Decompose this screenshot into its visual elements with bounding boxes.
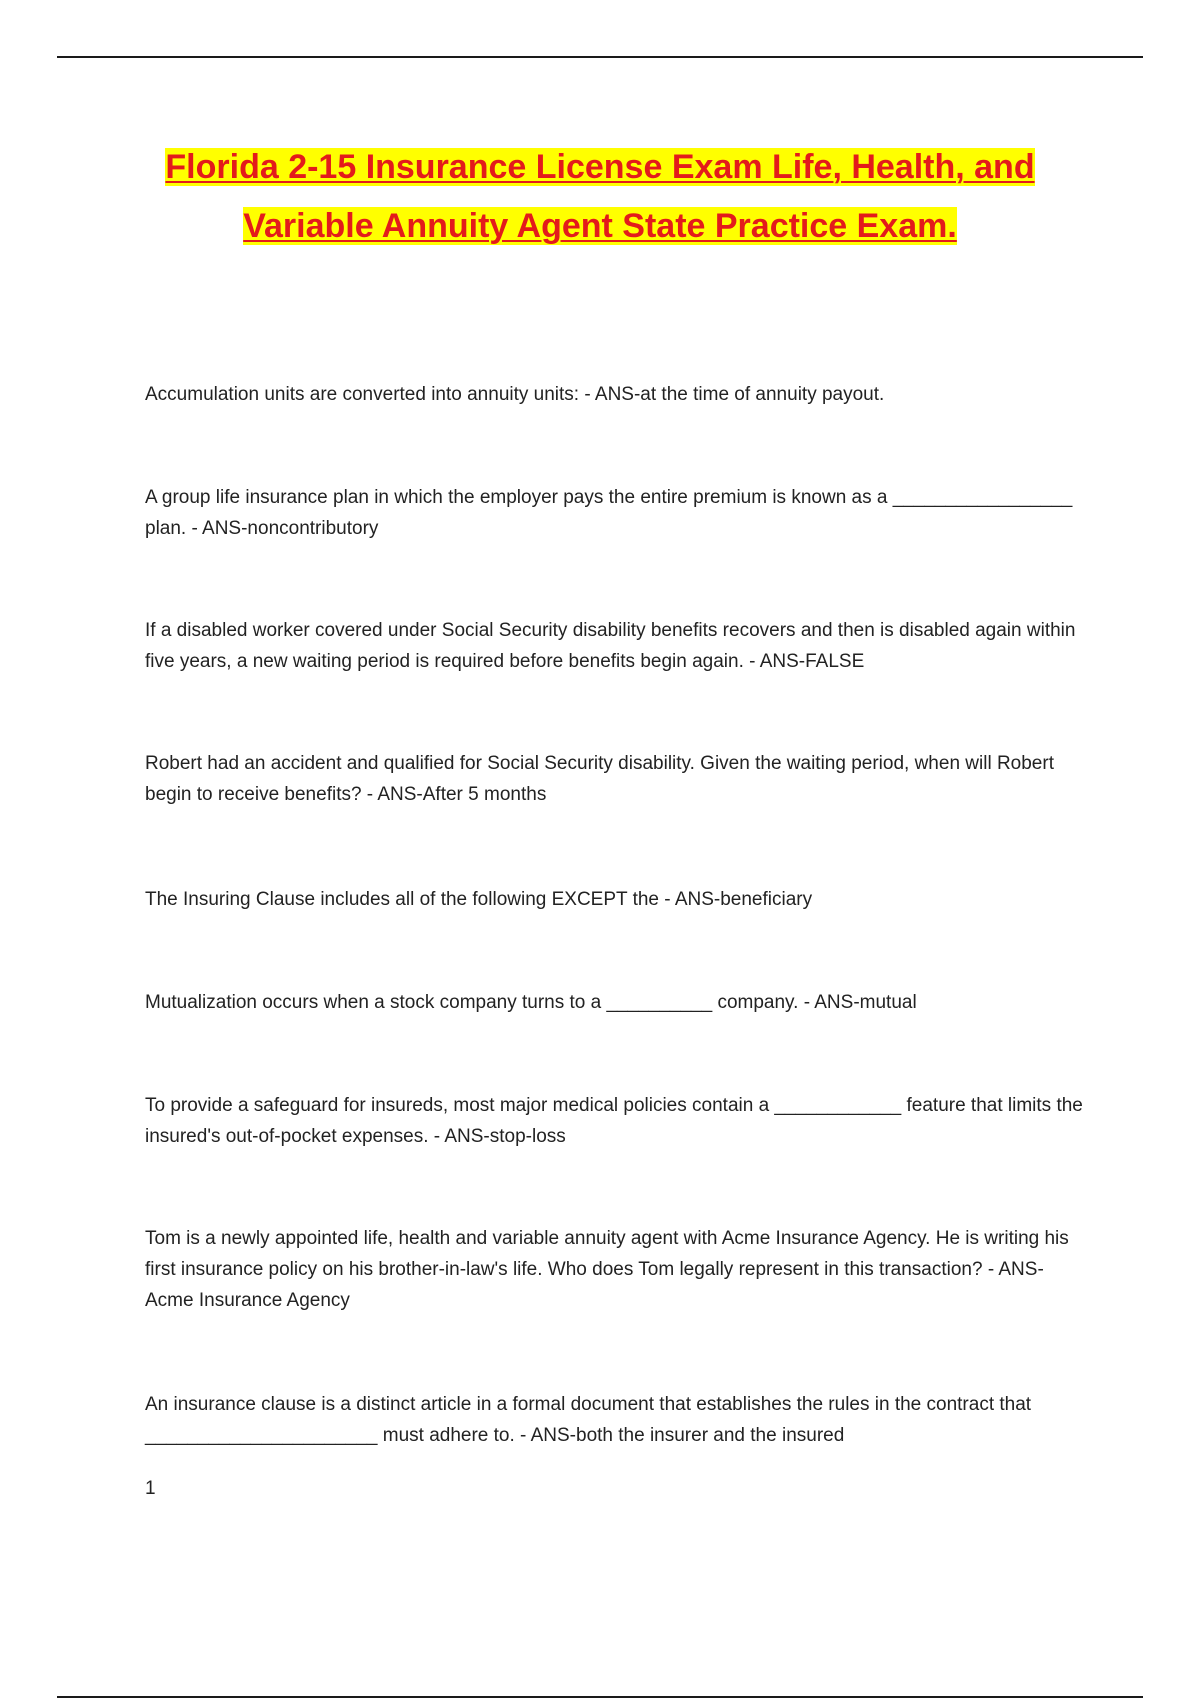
qa-item-5: The Insuring Clause includes all of the following EXCEPT the - ANS-beneficiary — [145, 889, 813, 910]
qa-item-6: Mutualization occurs when a stock company turns to a __________ company. - ANS-mutual — [145, 992, 917, 1013]
bottom-rule — [57, 1696, 1143, 1698]
qa-item-2: A group life insurance plan in which the employer pays the entire premium is known as a _________________ plan. - ANS-noncontributory — [145, 487, 1073, 539]
qa-item-4: Robert had an accident and qualified for Social Security disability. Given the waiting period, when will Robert begin to receive benefits? - ANS-After 5 months — [145, 753, 1054, 805]
top-rule — [57, 56, 1143, 58]
qa-item-8: Tom is a newly appointed life, health and variable annuity agent with Acme Insurance Agency. He is writing his first insurance policy on his brother-in-law's life. Who does Tom legally represent in this transaction? - ANS-Acme Insurance Agency — [145, 1228, 1069, 1311]
qa-item-3: If a disabled worker covered under Social Security disability benefits recovers and then is disabled again within five years, a new waiting period is required before benefits begin again. - ANS-FALSE — [145, 620, 1076, 672]
document-title — [120, 138, 1080, 256]
document-title-text: Florida 2-15 Insurance License Exam Life, Health, and Variable Annuity Agent State Practice Exam. — [165, 148, 1035, 245]
qa-item-9: An insurance clause is a distinct article in a formal document that establishes the rules in the contract that ______________________ must adhere to. - ANS-both the insurer and the insured — [145, 1394, 1032, 1446]
qa-item-7: To provide a safeguard for insureds, most major medical policies contain a ____________ feature that limits the insured's out-of-pocket expenses. - ANS-stop-loss — [145, 1095, 1083, 1147]
qa-item-1: Accumulation units are converted into annuity units: - ANS-at the time of annuity payout. — [145, 384, 885, 405]
page-number: 1 — [145, 1478, 156, 1499]
